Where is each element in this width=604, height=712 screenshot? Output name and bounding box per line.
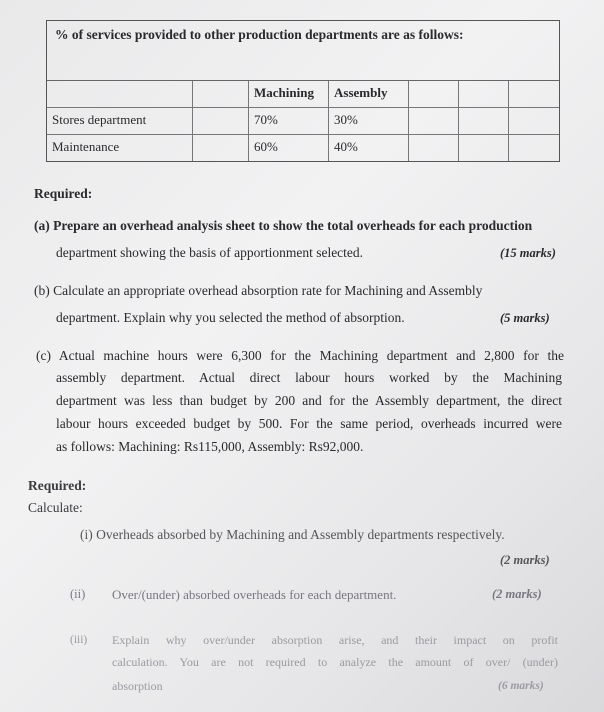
assembly-value: 40%	[329, 135, 409, 161]
calculate-label: Calculate:	[28, 500, 83, 515]
question-iii-marks: (6 marks)	[498, 680, 544, 692]
table-cell	[509, 108, 559, 134]
question-c-line4: labour hours exceeded budget by 500. For the same period, overheads incurred were	[56, 416, 562, 431]
question-c-line2: assembly department. Actual direct labour hours worked by the Machining	[56, 370, 562, 385]
header-cell-empty	[193, 81, 249, 107]
question-ii-marks: (2 marks)	[492, 587, 542, 601]
question-iii-line3: absorption	[112, 679, 163, 693]
table-cell	[509, 135, 559, 161]
question-b-marks: (5 marks)	[500, 311, 550, 325]
table-row	[47, 135, 559, 161]
row-label: Maintenance	[47, 135, 193, 161]
row-label: Stores department	[47, 108, 193, 134]
question-iii-line2: calculation. You are not required to analyze the amount of over/ (under)	[112, 655, 558, 669]
question-b-line2: department. Explain why you selected the method of absorption.	[56, 310, 405, 325]
header-cell-empty	[459, 81, 509, 107]
machining-value: 60%	[249, 135, 329, 161]
table-header-row	[47, 81, 559, 108]
question-ii-text: Over/(under) absorbed overheads for each department.	[112, 587, 397, 602]
question-a-line1: (a) Prepare an overhead analysis sheet to show the total overheads for each production	[34, 218, 533, 233]
question-i-marks: (2 marks)	[500, 553, 550, 567]
required-heading: Required:	[34, 186, 93, 201]
question-i-text: (i) Overheads absorbed by Machining and Assembly departments respectively.	[80, 527, 505, 542]
table-cell	[409, 135, 459, 161]
question-c-line3: department was less than budget by 200 and for the Assembly department, the direct	[56, 393, 562, 408]
services-table	[46, 20, 560, 162]
table-cell	[193, 135, 249, 161]
question-c-line1: (c) Actual machine hours were 6,300 for the Machining department and 2,800 for the	[36, 348, 564, 363]
question-a-marks: (15 marks)	[500, 246, 556, 260]
table-row	[47, 108, 559, 135]
required-heading-2: Required:	[28, 478, 87, 493]
machining-value: 70%	[249, 108, 329, 134]
assembly-value: 30%	[329, 108, 409, 134]
header-cell-empty	[47, 81, 193, 107]
question-ii-number: (ii)	[70, 587, 86, 601]
question-iii-number: (iii)	[70, 634, 88, 646]
table-cell	[459, 135, 509, 161]
table-title: % of services provided to other production departments are as follows:	[47, 21, 559, 81]
table-cell	[409, 108, 459, 134]
question-iii-line1: Explain why over/under absorption arise, and their impact on profit	[112, 633, 558, 647]
table-cell	[459, 108, 509, 134]
table-cell	[193, 108, 249, 134]
question-a-line2: department showing the basis of apportionment selected.	[56, 245, 364, 260]
header-cell-empty	[409, 81, 459, 107]
header-assembly: Assembly	[329, 81, 409, 107]
header-cell-empty	[509, 81, 559, 107]
header-machining: Machining	[249, 81, 329, 107]
question-c-line5: as follows: Machining: Rs115,000, Assembly: Rs92,000.	[56, 439, 364, 454]
question-b-line1: (b) Calculate an appropriate overhead absorption rate for Machining and Assembly	[34, 283, 483, 298]
